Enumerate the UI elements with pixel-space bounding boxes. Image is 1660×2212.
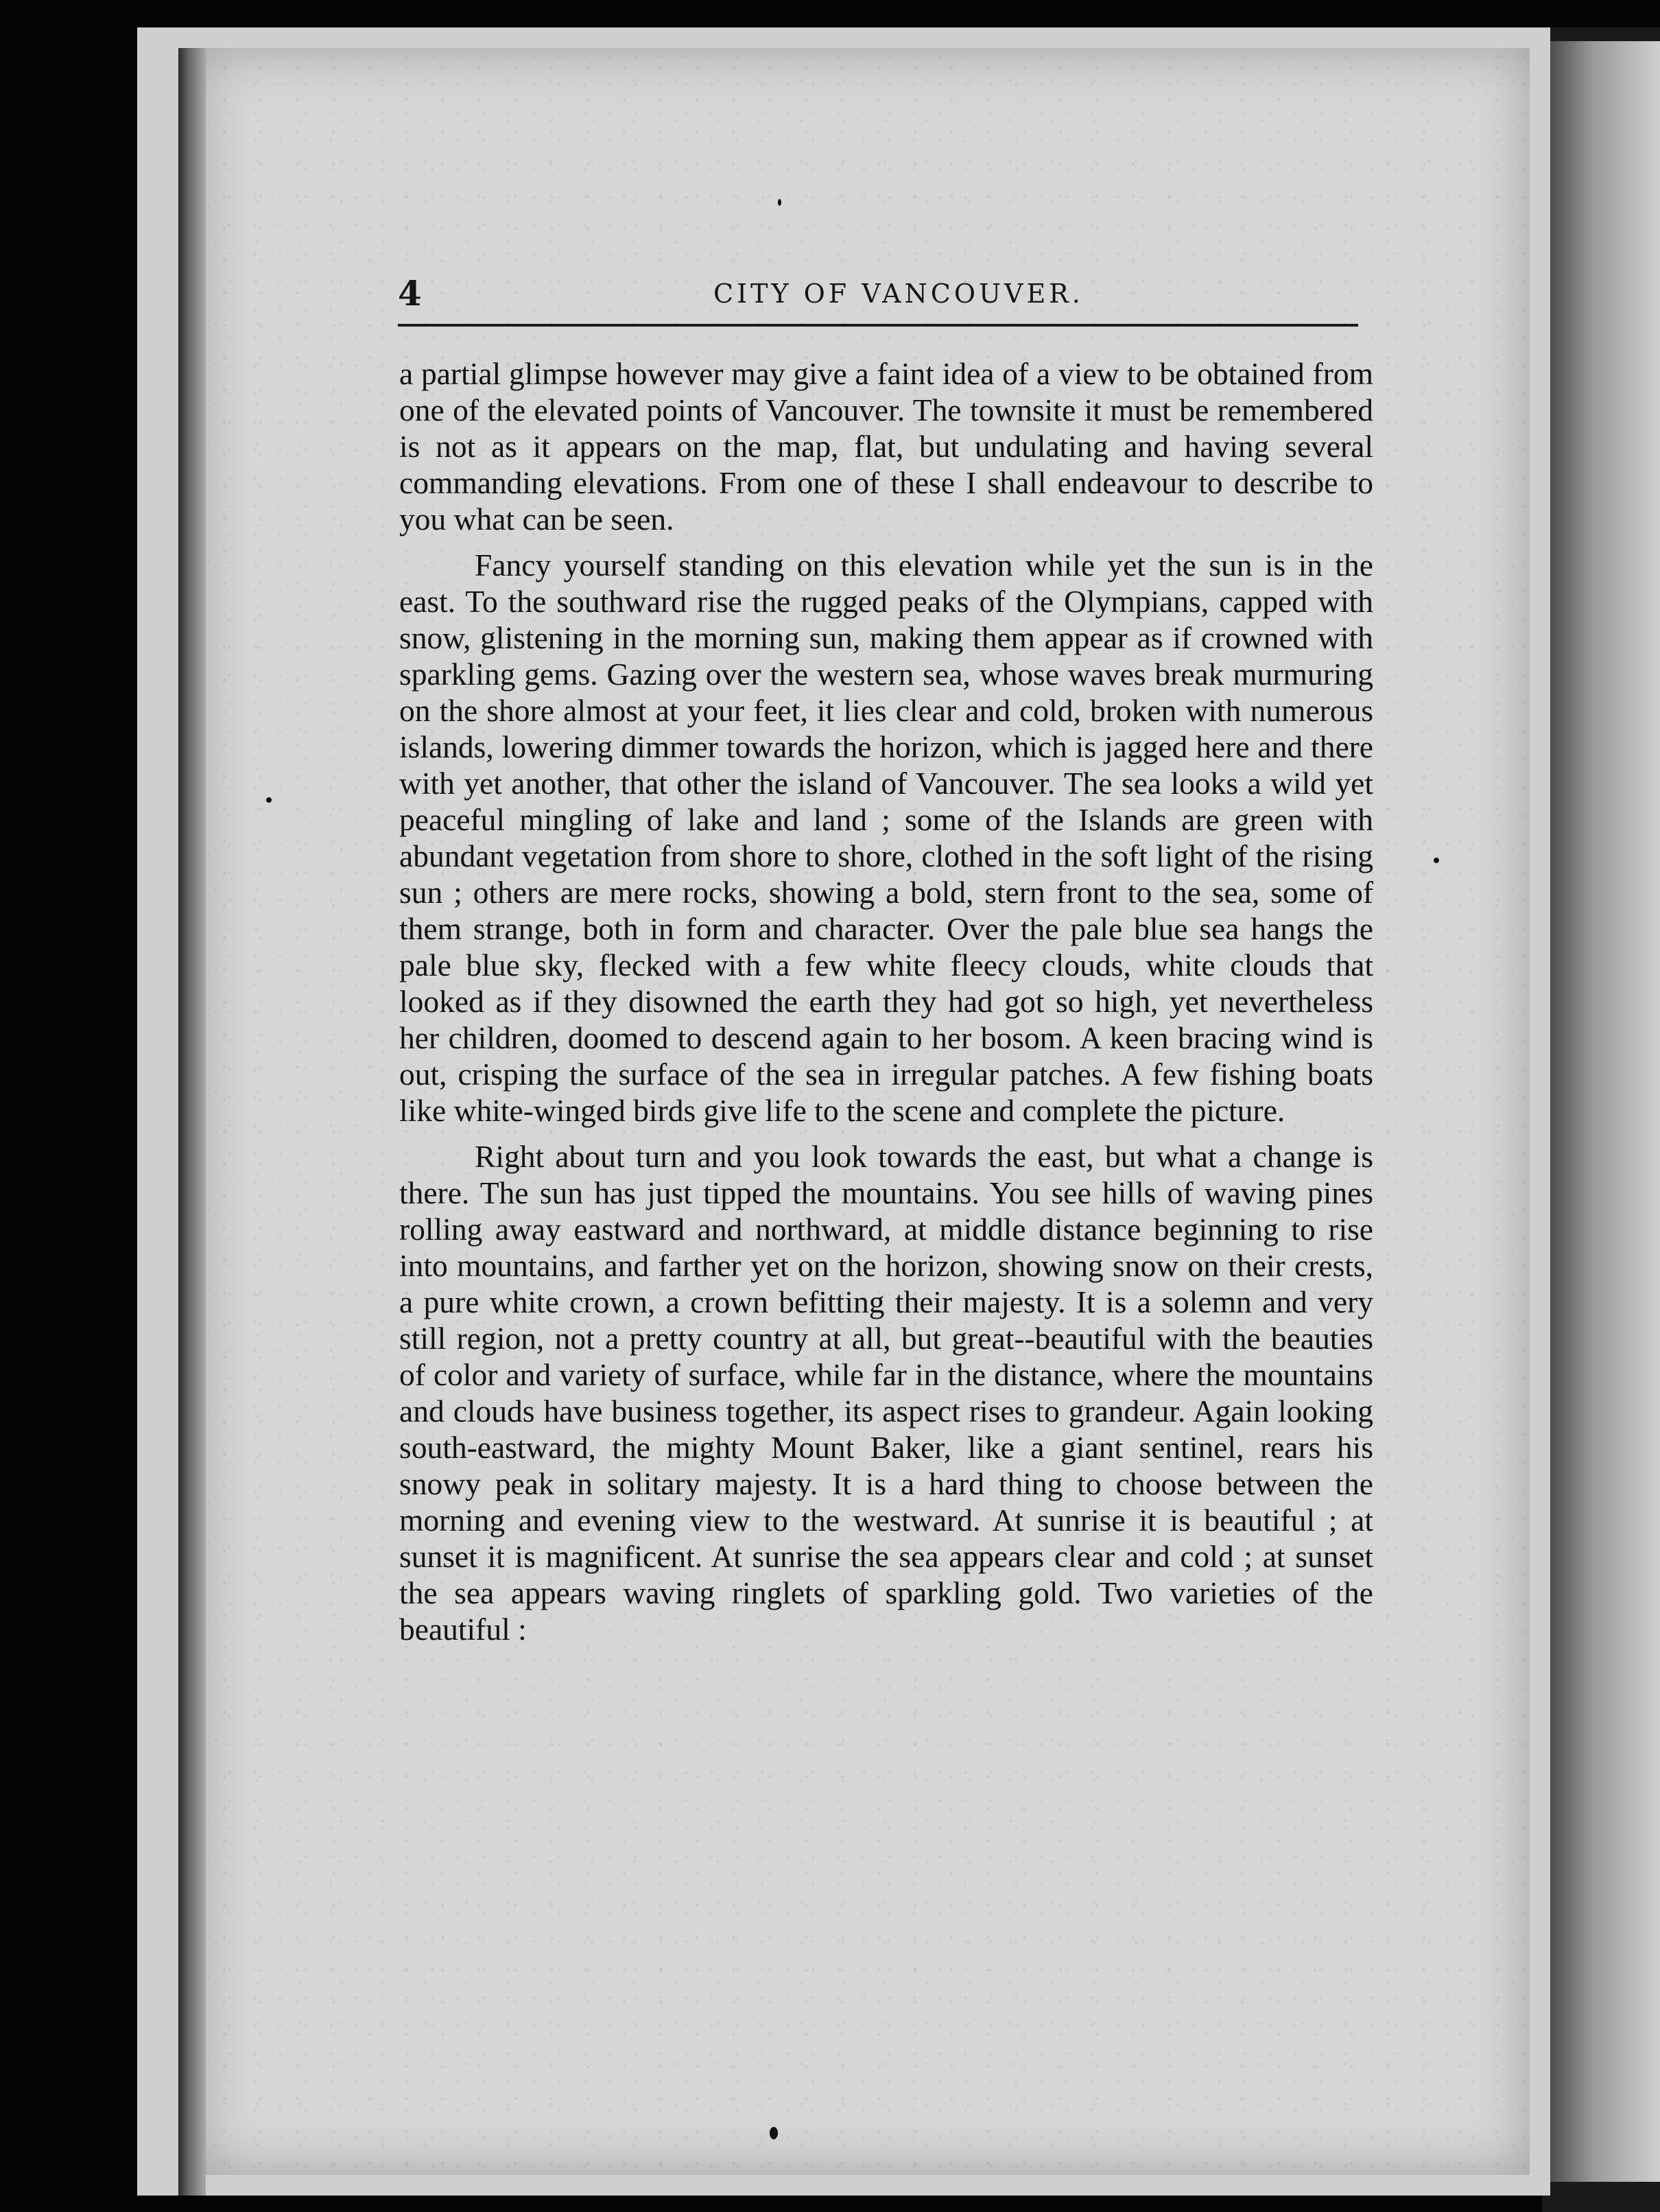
- running-header: [398, 273, 1372, 328]
- body-text: [399, 355, 1373, 1657]
- page-gutter: [178, 48, 206, 2196]
- header-rule: [398, 324, 1358, 327]
- ink-speck: [770, 2127, 778, 2139]
- running-title: CITY OF VANCOUVER.: [713, 279, 1084, 309]
- ink-speck: [266, 797, 272, 803]
- paragraph: Right about turn and you look towards the east, but what a change is there. The sun has just tipped the mountains. You see hills of waving pines rolling away eastward and northward, at middle distance beginning to rise into mountains, and farther yet on the horizon, showing snow on their crests, a pure white crown, a crown befitting their majesty. It is a solemn and very still region, not a pretty country at all, but great--beautiful with the beauties of color and variety of surface, while far in the distance, where the mountains and clouds have business together, its aspect rises to grandeur. Again looking south-eastward, the mighty Mount Baker, like a giant sentinel, rears his snowy peak in solitary majesty. It is a hard thing to choose between the morning and evening view to the westward. At sunrise it is beautiful ; at sunset it is magnificent. At sunrise the sea appears clear and cold ; at sunset the sea appears waving ringlets of sparkling gold. Two varieties of the beautiful :: [399, 1139, 1373, 1647]
- ink-speck: [1434, 858, 1439, 863]
- paragraph-continued: a partial glimpse however may give a faint idea of a view to be obtained from one of the elevated points of Vancouver. The townsite it must be remembered is not as it appears on the map, flat, but undulating and having several commanding elevations. From one of these I shall endeavour to describe to you what can be seen.: [399, 356, 1373, 537]
- page-number: 4: [398, 273, 422, 314]
- paragraph: Fancy yourself standing on this elevation while yet the sun is in the east. To the southward rise the rugged peaks of the Olympians, capped with snow, glistening in the morning sun, making them appear as if crowned with sparkling gems. Gazing over the western sea, whose waves break murmuring on the shore almost at your feet, it lies clear and cold, broken with numerous islands, lowering dimmer towards the horizon, which is jagged here and there with yet another, that other the island of Vancouver. The sea looks a wild yet peaceful mingling of lake and land ; some of the Islands are green with abundant vegetation from shore to shore, clothed in the soft light of the rising sun ; others are mere rocks, showing a bold, stern front to the sea, some of them strange, both in form and character. Over the pale blue sea hangs the pale blue sky, flecked with a few white fleecy clouds, white clouds that looked as if they disowned the earth they had got so high, yet nevertheless her children, doomed to descend again to her bosom. A keen bracing wind is out, crisping the surface of the sea in irregular patches. A few fishing boats like white-winged birds give life to the scene and complete the picture.: [399, 548, 1373, 1128]
- ink-speck: [778, 199, 781, 206]
- adjacent-page-edge: [1549, 41, 1660, 2182]
